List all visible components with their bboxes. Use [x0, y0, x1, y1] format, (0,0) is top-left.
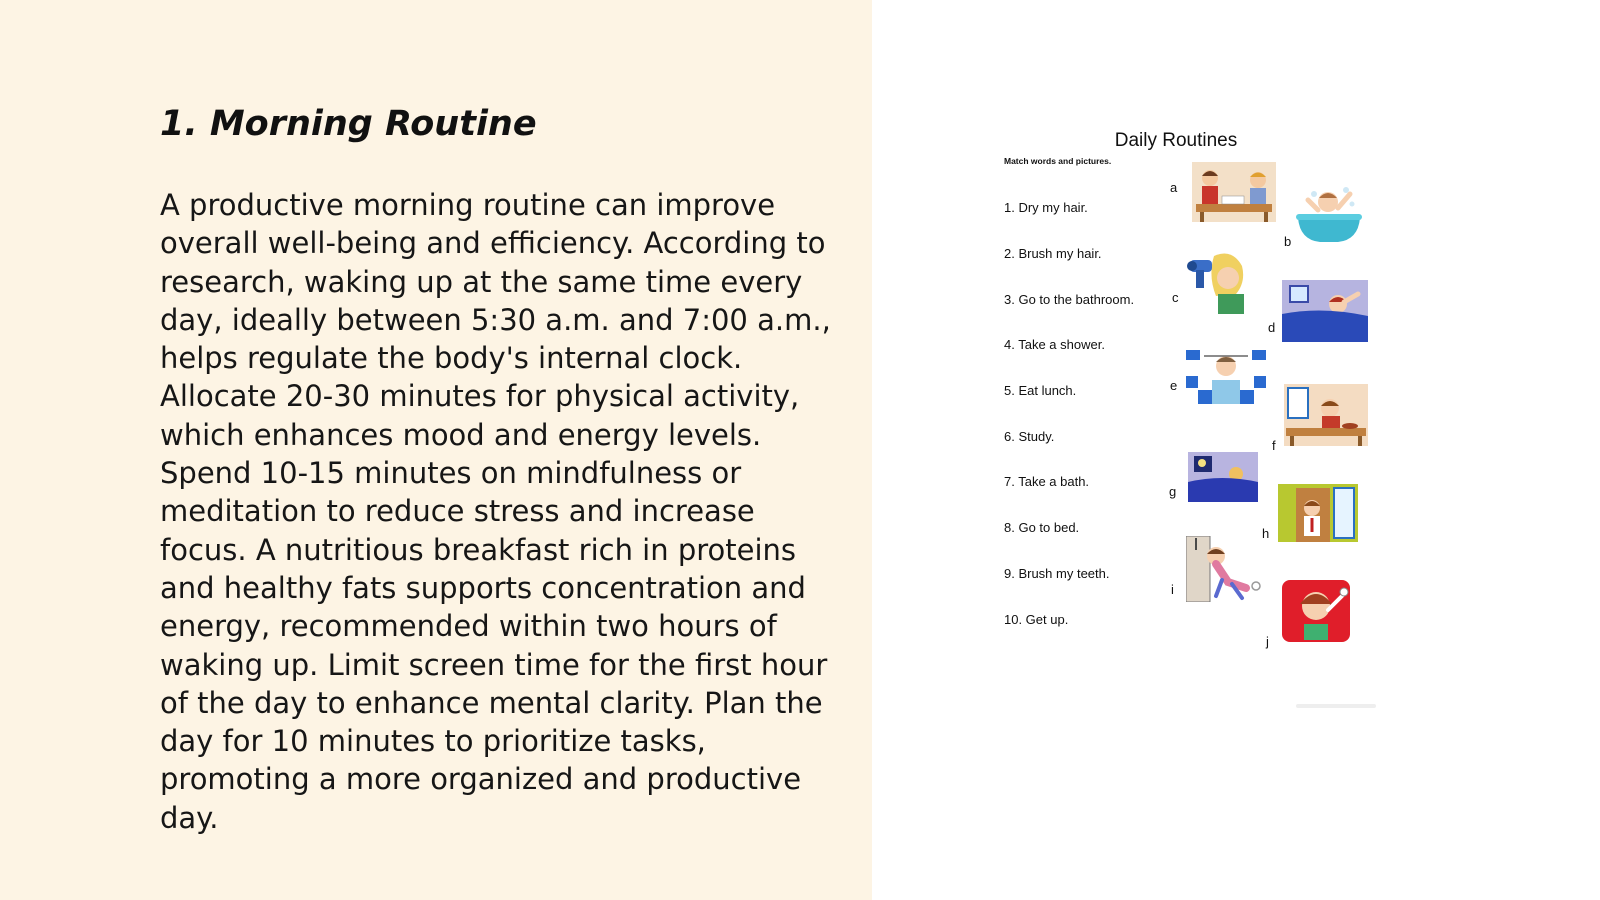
picture-letter: h	[1262, 526, 1270, 541]
shower-icon	[1186, 350, 1266, 406]
slide-body-text: A productive morning routine can improve overall well-being and efficiency. According to research, waking up at the same time every day, ideally between 5:30 a.m. and 7:00 a.m., helps regulate the body's internal clock. Allocate 20-30 minutes for physical activity, which enhances mood and energy levels. Spend 10-15 minutes on mindfulness or meditation to reduce stress and increase focus. A nutritious breakfast rich in proteins and healthy fats supports concentration and energy, recommended within two hours of waking up. Limit screen time for the first hour of the day to enhance mental clarity. Plan the day for 10 minutes to prioritize tasks, promoting a more organized and productive day.	[160, 188, 831, 835]
worksheet-item: 10. Get up.	[1004, 612, 1069, 627]
worksheet-item: 9. Brush my teeth.	[1004, 566, 1110, 581]
child-eating-icon	[1284, 384, 1368, 446]
worksheet-item: 4. Take a shower.	[1004, 337, 1105, 352]
picture-letter: g	[1169, 484, 1177, 499]
picture-letter: c	[1172, 290, 1179, 305]
picture-letter: b	[1284, 234, 1292, 249]
brushing-hair-icon	[1186, 536, 1262, 602]
children-at-desk-icon	[1192, 162, 1276, 222]
hair-dryer-icon	[1186, 246, 1258, 316]
brushing-teeth-icon	[1282, 580, 1350, 642]
worksheet-watermark	[1296, 704, 1376, 708]
picture-letter: i	[1171, 582, 1174, 597]
slide-title: 1. Morning Routine	[160, 104, 537, 144]
worksheet-instructions: Match words and pictures.	[1004, 156, 1112, 166]
picture-letter: e	[1170, 378, 1178, 393]
picture-letter: a	[1170, 180, 1178, 195]
child-in-bathtub-icon	[1294, 180, 1364, 248]
door-bathroom-icon	[1278, 484, 1358, 542]
worksheet-item: 7. Take a bath.	[1004, 474, 1090, 489]
child-in-bed-icon	[1282, 280, 1368, 342]
picture-letter: d	[1268, 320, 1276, 335]
worksheet-item: 2. Brush my hair.	[1004, 246, 1102, 261]
picture-letter: f	[1272, 438, 1276, 453]
daily-routines-worksheet	[1000, 122, 1420, 742]
worksheet-item: 5. Eat lunch.	[1004, 383, 1077, 398]
worksheet-item: 8. Go to bed.	[1004, 520, 1080, 535]
worksheet-item: 3. Go to the bathroom.	[1004, 292, 1135, 307]
worksheet-item: 6. Study.	[1004, 429, 1055, 444]
worksheet-item: 1. Dry my hair.	[1004, 200, 1088, 215]
sleeping-at-night-icon	[1188, 452, 1258, 502]
picture-letter: j	[1266, 634, 1269, 649]
worksheet-title: Daily Routines	[1114, 130, 1238, 151]
